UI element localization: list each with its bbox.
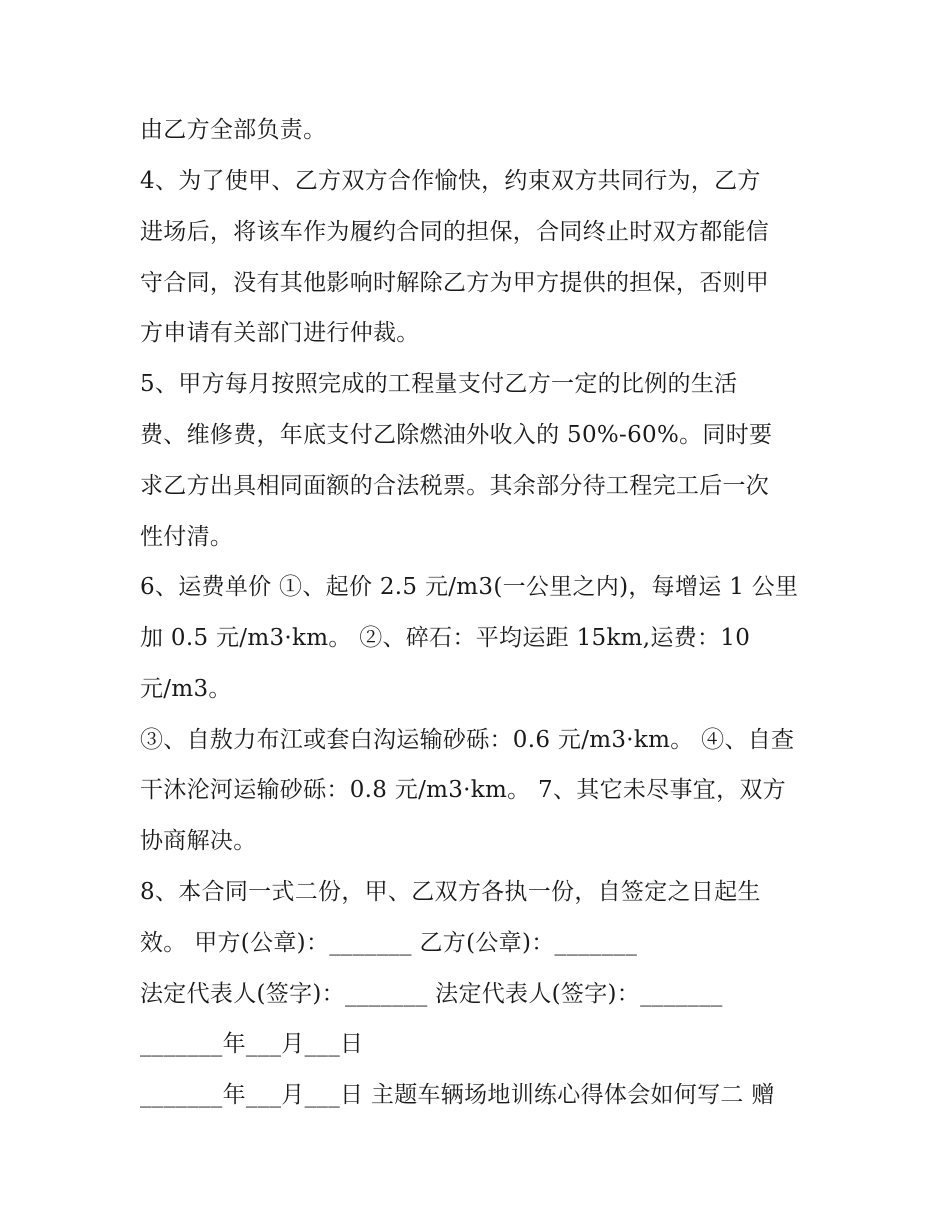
text-line: 加 0.5 元/m3·km。 ②、碎石：平均运距 15km,运费：10	[140, 625, 751, 651]
text-line: 性付清。	[140, 524, 234, 550]
text-line: 5、甲方每月按照完成的工程量支付乙方一定的比例的生活	[140, 371, 738, 397]
text-line: 效。 甲方(公章)：_______ 乙方(公章)：_______	[140, 930, 638, 956]
text-line: 协商解决。	[140, 828, 257, 854]
text-line: 方申请有关部门进行仲裁。	[140, 320, 420, 346]
text-line: 元/m3。	[140, 676, 232, 702]
text-line: 由乙方全部负责。	[140, 117, 327, 143]
text-line: 法定代表人(签字)：_______ 法定代表人(签字)：_______	[140, 981, 723, 1007]
text-line: _______年___月___日	[140, 1031, 364, 1057]
text-line: 6、运费单价 ①、起价 2.5 元/m3(一公里之内)，每增运 1 公里	[140, 574, 799, 600]
text-line: _______年___月___日 主题车辆场地训练心得体会如何写二 赠	[140, 1082, 775, 1108]
text-line: 进场后，将该车作为履约合同的担保，合同终止时双方都能信	[140, 219, 770, 245]
text-line: 费、维修费，年底支付乙除燃油外收入的 50%-60%。同时要	[140, 422, 773, 448]
text-line: 求乙方出具相同面额的合法税票。其余部分待工程完工后一次	[140, 473, 770, 499]
text-line: 干沐沦河运输砂砾：0.8 元/m3·km。 7、其它未尽事宜，双方	[140, 777, 786, 803]
text-line: 4、为了使甲、乙方双方合作愉快，约束双方共同行为，乙方	[140, 168, 761, 194]
text-line: ③、自敖力布江或套白沟运输砂砾：0.6 元/m3·km。 ④、自查	[140, 727, 795, 753]
text-line: 守合同，没有其他影响时解除乙方为甲方提供的担保，否则甲	[140, 270, 770, 296]
text-line: 8、本合同一式二份，甲、乙双方各执一份，自签定之日起生	[140, 879, 761, 905]
